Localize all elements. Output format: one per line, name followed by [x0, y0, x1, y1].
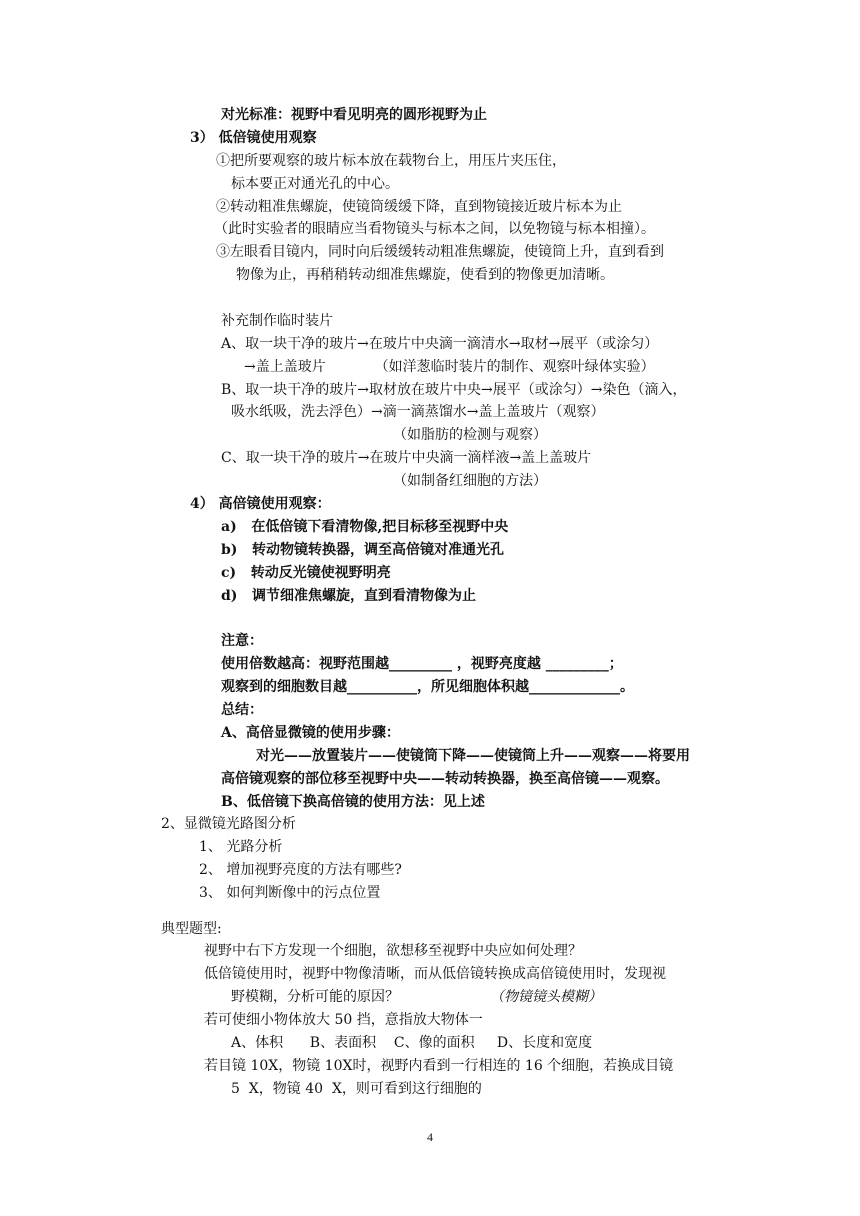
step-1-line: ①把所要观察的玻片标本放在载物台上，用压片夹压住，	[216, 153, 566, 169]
page-number: 4	[427, 1130, 433, 1144]
method-b-continued: 吸水纸吸，洗去浮色）→滴一滴蒸馏水→盖上盖玻片（观察）	[231, 404, 605, 420]
section-2-heading: 2、显微镜光路图分析	[161, 816, 296, 832]
light-standard-line: 对光标准：视野中看见明亮的圆形视野为止	[221, 107, 487, 123]
method-c-line: C、取一块干净的玻片→在玻片中央滴一滴样液→盖上盖玻片	[221, 450, 592, 466]
high-power-step-c: c) 转动反光镜使视野明亮	[221, 565, 391, 581]
section-heading-high-power: 4） 高倍镜使用观察：	[190, 496, 331, 512]
question-2-continued: 野模糊，分析可能的原因？	[231, 989, 399, 1005]
method-b-line: B、取一块干净的玻片→取材放在玻片中央→展平（或涂匀）→染色（滴入，	[221, 382, 687, 398]
supplement-heading: 补充制作临时装片	[221, 313, 333, 329]
method-b-example: （如脂肪的检测与观察）	[393, 427, 547, 443]
section-2-item-1: 1、 光路分析	[199, 839, 283, 855]
step-3-line: ③左眼看目镜内，同时向后缓缓转动粗准焦螺旋，使镜筒上升，直到看到	[216, 244, 664, 260]
method-a-continued: →盖上盖玻片 （如洋葱临时装片的制作、观察叶绿体实验）	[244, 359, 655, 375]
question-1: 视野中右下方发现一个细胞，欲想移至视野中央应如何处理？	[204, 943, 582, 959]
note-fill-in-1: 使用倍数越高：视野范围越_________ ，视野亮度越 _________；	[221, 656, 623, 672]
question-4: 若目镜 10X，物镜 10X时，视野内看到一行相连的 16 个细胞，若换成目镜	[204, 1058, 674, 1074]
method-c-example: （如制备红细胞的方法）	[393, 473, 547, 489]
step-2-note: （此时实验者的眼睛应当看物镜头与标本之间，以免物镜与标本相撞）。	[214, 221, 655, 237]
note-fill-in-2: 观察到的细胞数目越__________，所见细胞体积越_____________。	[221, 679, 634, 695]
question-3-options: A、体积 B、表面积 C、像的面积 D、长度和宽度	[231, 1035, 593, 1051]
summary-b-line: B、低倍镜下换高倍镜的使用方法：见上述	[221, 794, 485, 810]
summary-heading: 总结：	[221, 702, 263, 718]
method-a-line: A、取一块干净的玻片→在玻片中央滴一滴清水→取材→展平（或涂匀）	[221, 336, 659, 352]
question-2-answer: （物镜镜头模糊）	[490, 989, 602, 1005]
step-1-continued: 标本要正对通光孔的中心。	[231, 176, 399, 192]
question-2: 低倍镜使用时，视野中物像清晰，而从低倍镜转换成高倍镜使用时，发现视	[204, 966, 666, 982]
step-3-continued: 物像为止，再稍稍转动细准焦螺旋，使看到的物像更加清晰。	[236, 267, 614, 283]
step-2-line: ②转动粗准焦螺旋，使镜筒缓缓下降，直到物镜接近玻片标本为止	[216, 199, 622, 215]
note-heading: 注意：	[221, 633, 263, 649]
section-heading-low-power: 3） 低倍镜使用观察	[190, 130, 317, 146]
summary-a-heading: A、高倍显微镜的使用步骤：	[221, 725, 400, 741]
summary-a-steps: 对光——放置装片——使镜筒下降——使镜筒上升——观察——将要用	[256, 748, 690, 764]
section-2-item-2: 2、 增加视野亮度的方法有哪些?	[199, 862, 402, 878]
question-3: 若可使细小物体放大 50 挡，意指放大物体一	[204, 1012, 483, 1028]
summary-a-steps-continued: 高倍镜观察的部位移至视野中央——转动转换器，换至高倍镜——观察。	[221, 771, 669, 787]
typical-questions-heading: 典型题型:	[161, 921, 222, 937]
high-power-step-b: b) 转动物镜转换器，调至高倍镜对准通光孔	[221, 542, 505, 558]
high-power-step-d: d) 调节细准焦螺旋，直到看清物像为止	[221, 588, 477, 604]
section-2-item-3: 3、 如何判断像中的污点位置	[199, 885, 381, 901]
high-power-step-a: a) 在低倍镜下看清物像,把目标移至视野中央	[221, 519, 509, 535]
question-4-continued: 5 X，物镜 40 X，则可看到这行细胞的	[231, 1081, 482, 1097]
